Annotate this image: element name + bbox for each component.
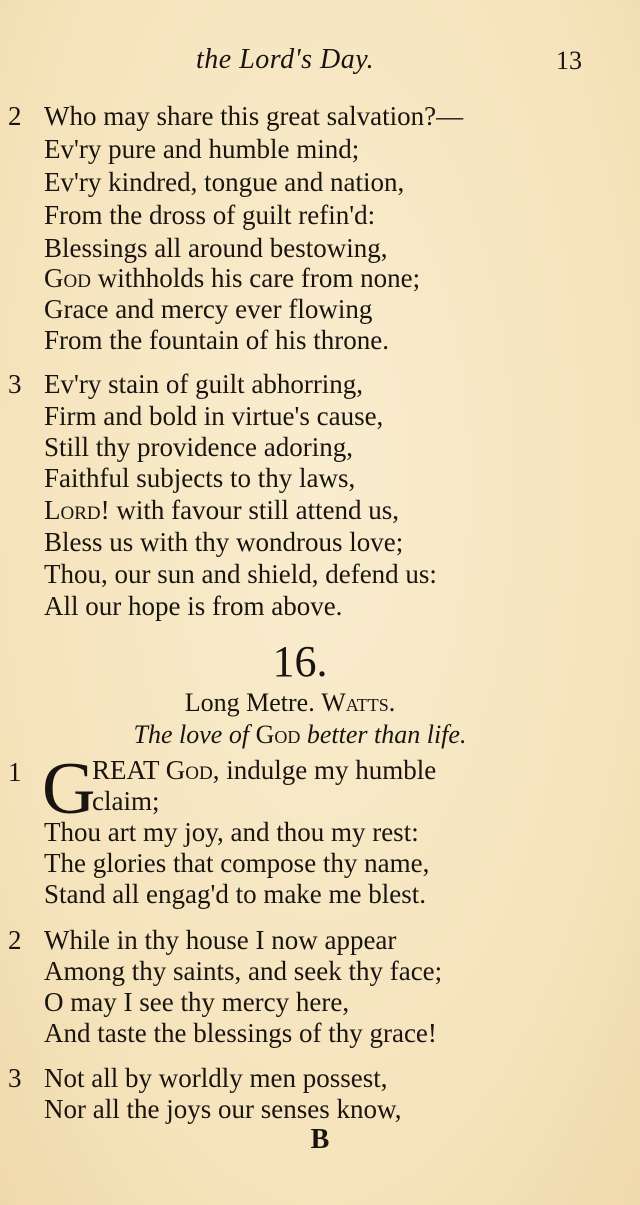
- verse-line: Ev'ry pure and humble mind;: [44, 134, 360, 164]
- verse-line: Still thy providence adoring,: [44, 432, 353, 462]
- verse-line-text: , indulge my humble: [212, 755, 437, 785]
- drop-cap: G: [42, 748, 96, 830]
- verse-line: Stand all engag'd to make me blest.: [44, 879, 427, 909]
- signature-mark: B: [310, 1124, 330, 1155]
- hymn-metre: [0, 688, 580, 718]
- verse-line: Ev'ry kindred, tongue and nation,: [44, 167, 405, 197]
- verse-line: claim;: [92, 786, 160, 816]
- subtitle-part: better than life.: [306, 720, 467, 749]
- hymn-author: Watts.: [321, 688, 396, 717]
- verse-line: Thou, our sun and shield, defend us:: [44, 559, 437, 589]
- verse-number: 3: [8, 1063, 22, 1093]
- verse-line: Among thy saints, and seek thy face;: [44, 956, 443, 986]
- verse-line: Not all by worldly men possest,: [44, 1063, 388, 1093]
- verse-line-lord: [44, 494, 399, 526]
- verse-first-line: [92, 754, 436, 786]
- verse-line: All our hope is from above.: [44, 591, 343, 621]
- verse-line: The glories that compose thy name,: [44, 848, 430, 878]
- page-number: 13: [556, 46, 582, 75]
- verse-line: Blessings all around bestowing,: [44, 233, 388, 263]
- verse-line: Who may share this great salvation?—: [44, 101, 464, 131]
- divine-name: Lord: [44, 495, 101, 525]
- subtitle-part: The love of: [133, 720, 250, 749]
- divine-name: God: [44, 263, 91, 293]
- verse-number: 3: [8, 369, 22, 399]
- verse-line: Ev'ry stain of guilt abhorring,: [44, 369, 364, 399]
- verse-number: 1: [8, 757, 22, 787]
- hymn-number: 16.: [272, 637, 328, 686]
- verse-line: And taste the blessings of thy grace!: [44, 1018, 437, 1048]
- verse-line: O may I see thy mercy here,: [44, 987, 350, 1017]
- verse-line: From the dross of guilt refin'd:: [44, 200, 376, 230]
- running-title: the Lord's Day.: [196, 44, 375, 75]
- first-word-rest: REAT: [92, 755, 160, 785]
- verse-line-text: ! with favour still attend us,: [100, 495, 400, 525]
- verse-line-text: withholds his care from none;: [97, 263, 421, 293]
- verse-line: While in thy house I now appear: [44, 925, 397, 955]
- verse-line: Grace and mercy ever flowing: [44, 294, 373, 324]
- hymn-subtitle: [0, 720, 600, 750]
- divine-name: God: [165, 755, 213, 785]
- verse-line: Bless us with thy wondrous love;: [44, 527, 404, 557]
- verse-number: 2: [8, 101, 22, 131]
- verse-line: Firm and bold in virtue's cause,: [44, 401, 384, 431]
- verse-number: 2: [8, 925, 22, 955]
- verse-line: Nor all the joys our senses know,: [44, 1094, 402, 1124]
- verse-line-god: [44, 262, 420, 294]
- verse-line: From the fountain of his throne.: [44, 325, 389, 355]
- divine-name: God: [255, 720, 301, 749]
- verse-line: Faithful subjects to thy laws,: [44, 463, 356, 493]
- metre-label: Long Metre.: [184, 688, 315, 717]
- verse-line: Thou art my joy, and thou my rest:: [44, 817, 419, 847]
